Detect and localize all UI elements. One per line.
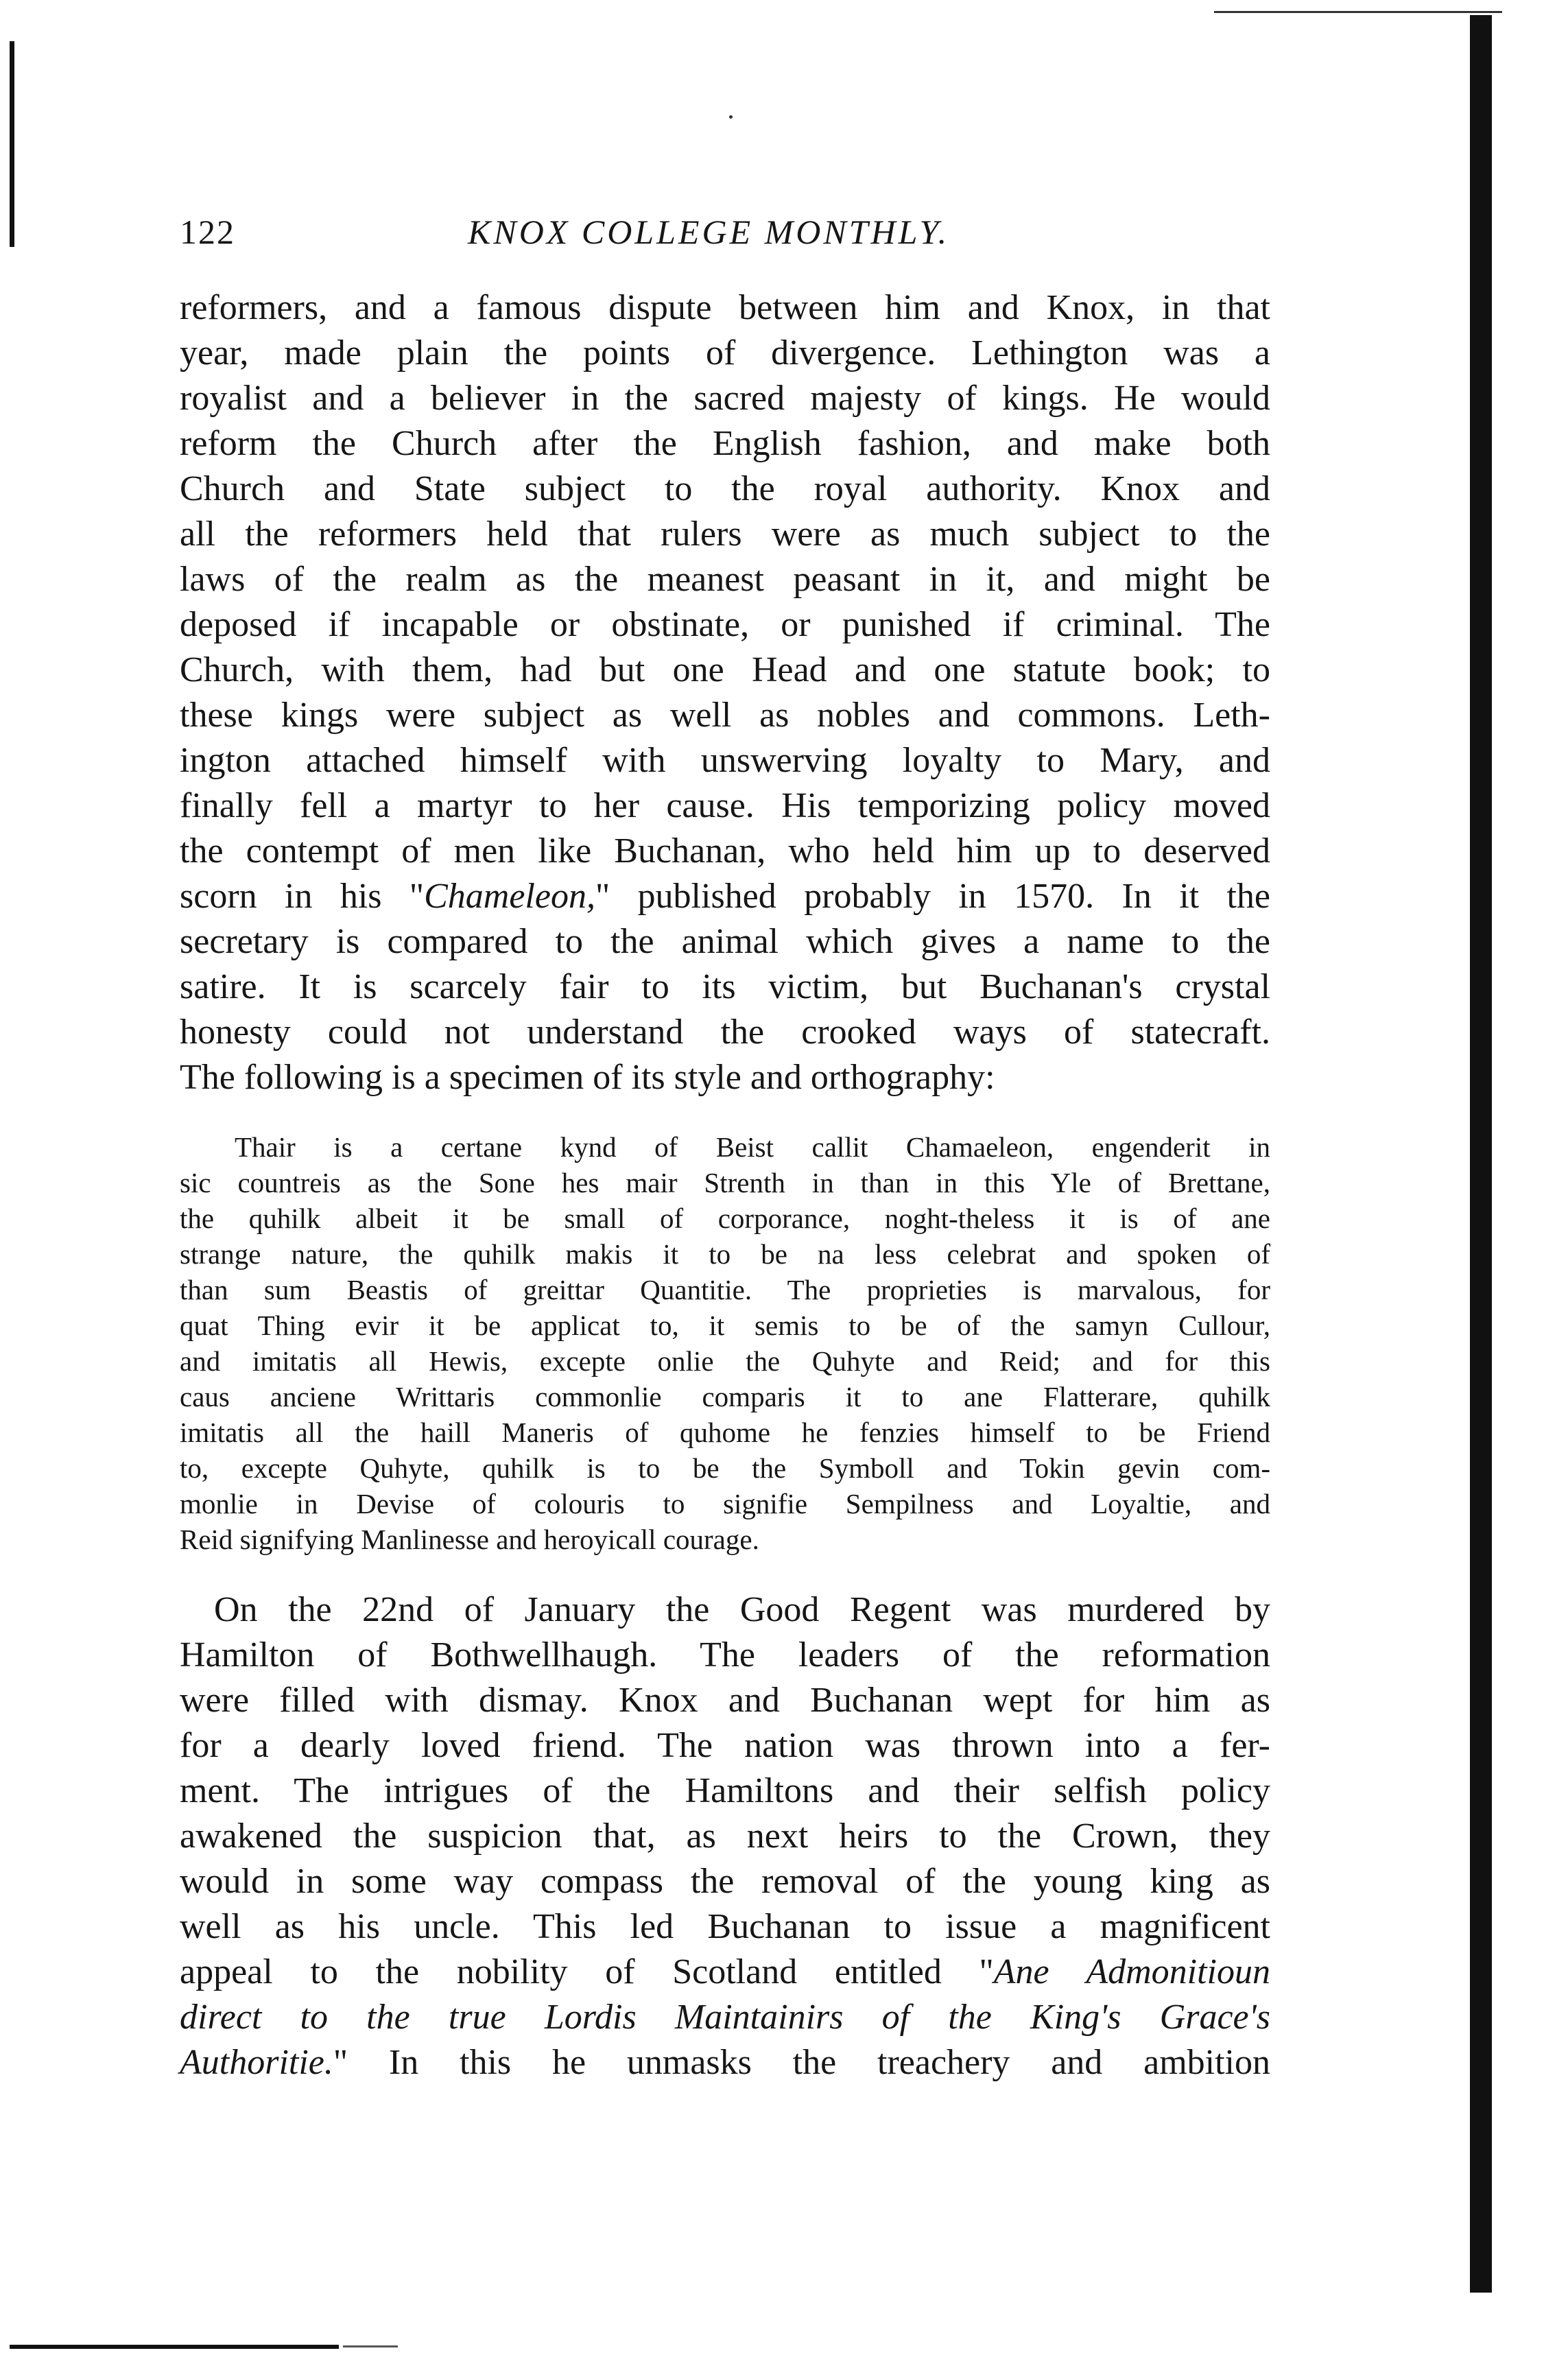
text-line: Church, with them, had but one Head and one statute book; to [180,650,1270,689]
quote-line: Reid signifying Manlinesse and heroyicall courage. [180,1524,759,1555]
italic-title: Ane Admonitioun [993,1952,1271,1991]
text-line: reformers, and a famous dispute between him and Knox, in that [180,288,1270,327]
quote-line: the quhilk albeit it be small of corporance, noght-theless it is of ane [180,1203,1270,1234]
text-line: awakened the suspicion that, as next heirs to the Crown, they [180,1817,1270,1856]
text-line: ington attached himself with unswerving loyalty to Mary, and [180,741,1270,780]
italic-title: direct to the true Lordis Maintainirs of the King's Grace's [180,1998,1270,2037]
text-line: deposed if incapable or obstinate, or punished if criminal. The [180,605,1270,644]
block-quotation [180,1129,1270,1557]
paragraph-continued [180,285,1270,1100]
text-run: " In this he unmasks the treachery and ambition [333,2043,1270,2082]
quote-line: than sum Beastis of greittar Quantitie. The proprieties is marvalous, for [180,1274,1270,1305]
journal-title: KNOX COLLEGE MONTHLY. [468,213,950,251]
text-line: were filled with dismay. Knox and Buchanan wept for him as [180,1681,1270,1720]
text-line: the contempt of men like Buchanan, who held him up to deserved [180,831,1270,871]
text-line-with-title [180,2040,1270,2085]
running-head [180,206,1270,258]
quote-line: caus anciene Writtaris commonlie comparis it to ane Flatterare, quhilk [180,1381,1270,1412]
quote-line: monlie in Devise of colouris to signifie Sempilness and Loyaltie, and [180,1488,1270,1519]
text-run: " published probably in 1570. In it the [595,877,1271,916]
text-line: satire. It is scarcely fair to its victim, but Buchanan's crystal [180,967,1270,1006]
text-run: appeal to the nobility of Scotland entitled " [180,1952,994,1991]
text-line: for a dearly loved friend. The nation was thrown into a fer- [180,1726,1270,1765]
text-line: secretary is compared to the animal which gives a name to the [180,922,1270,961]
text-line: these kings were subject as well as nobles and commons. Leth- [180,696,1270,735]
text-line: honesty could not understand the crooked ways of statecraft. [180,1013,1270,1052]
text-line: Hamilton of Bothwellhaugh. The leaders of the reformation [180,1635,1270,1675]
quote-line: to, excepte Quhyte, quhilk is to be the Symboll and Tokin gevin com- [180,1452,1270,1484]
italic-title: Authoritie. [180,2043,333,2082]
scan-edge-left [10,41,14,247]
page-number: 122 [180,213,235,251]
scan-edge-right [1470,15,1492,2293]
text-line: finally fell a martyr to her cause. His temporizing policy moved [180,786,1270,825]
scan-rule-bottom-fragment [343,2345,398,2347]
text-line: laws of the realm as the meanest peasant in it, and might be [180,560,1270,599]
text-line-with-title [180,1995,1270,2040]
text-line: ment. The intrigues of the Hamiltons and their selfish policy [180,1771,1270,1810]
text-line-with-title [180,874,1270,919]
scan-speck [729,115,733,119]
scan-rule-top [1214,11,1502,13]
text-line: royalist and a believer in the sacred majesty of kings. He would [180,379,1270,418]
text-line: year, made plain the points of divergence. Lethington was a [180,333,1270,372]
quote-line: Thair is a certane kynd of Beist callit Chamaeleon, engenderit in [235,1131,1270,1163]
text-run: scorn in his " [180,877,425,916]
text-line: The following is a specimen of its style and orthography: [180,1058,995,1097]
paragraph [180,1587,1270,2085]
quote-line: strange nature, the quhilk makis it to be na less celebrat and spoken of [180,1238,1270,1270]
text-line: would in some way compass the removal of the young king as [180,1862,1270,1901]
text-line: reform the Church after the English fashion, and make both [180,424,1270,463]
quote-line: imitatis all the haill Maneris of quhome he fenzies himself to be Friend [180,1417,1270,1448]
text-line: all the reformers held that rulers were as much subject to the [180,514,1270,554]
text-line: On the 22nd of January the Good Regent was murdered by [214,1590,1270,1629]
text-line-with-title [180,1950,1270,1995]
quote-line: and imitatis all Hewis, excepte onlie the Quhyte and Reid; and for this [180,1345,1270,1377]
document-page [180,206,1270,2085]
text-line: Church and State subject to the royal authority. Knox and [180,469,1270,508]
text-line: well as his uncle. This led Buchanan to issue a magnificent [180,1907,1270,1946]
quote-line: sic countreis as the Sone hes mair Strenth in than in this Yle of Brettane, [180,1167,1270,1198]
quote-line: quat Thing evir it be applicat to, it semis to be of the samyn Cullour, [180,1310,1270,1341]
italic-title: Chameleon, [424,877,595,916]
scan-rule-bottom [10,2345,339,2349]
